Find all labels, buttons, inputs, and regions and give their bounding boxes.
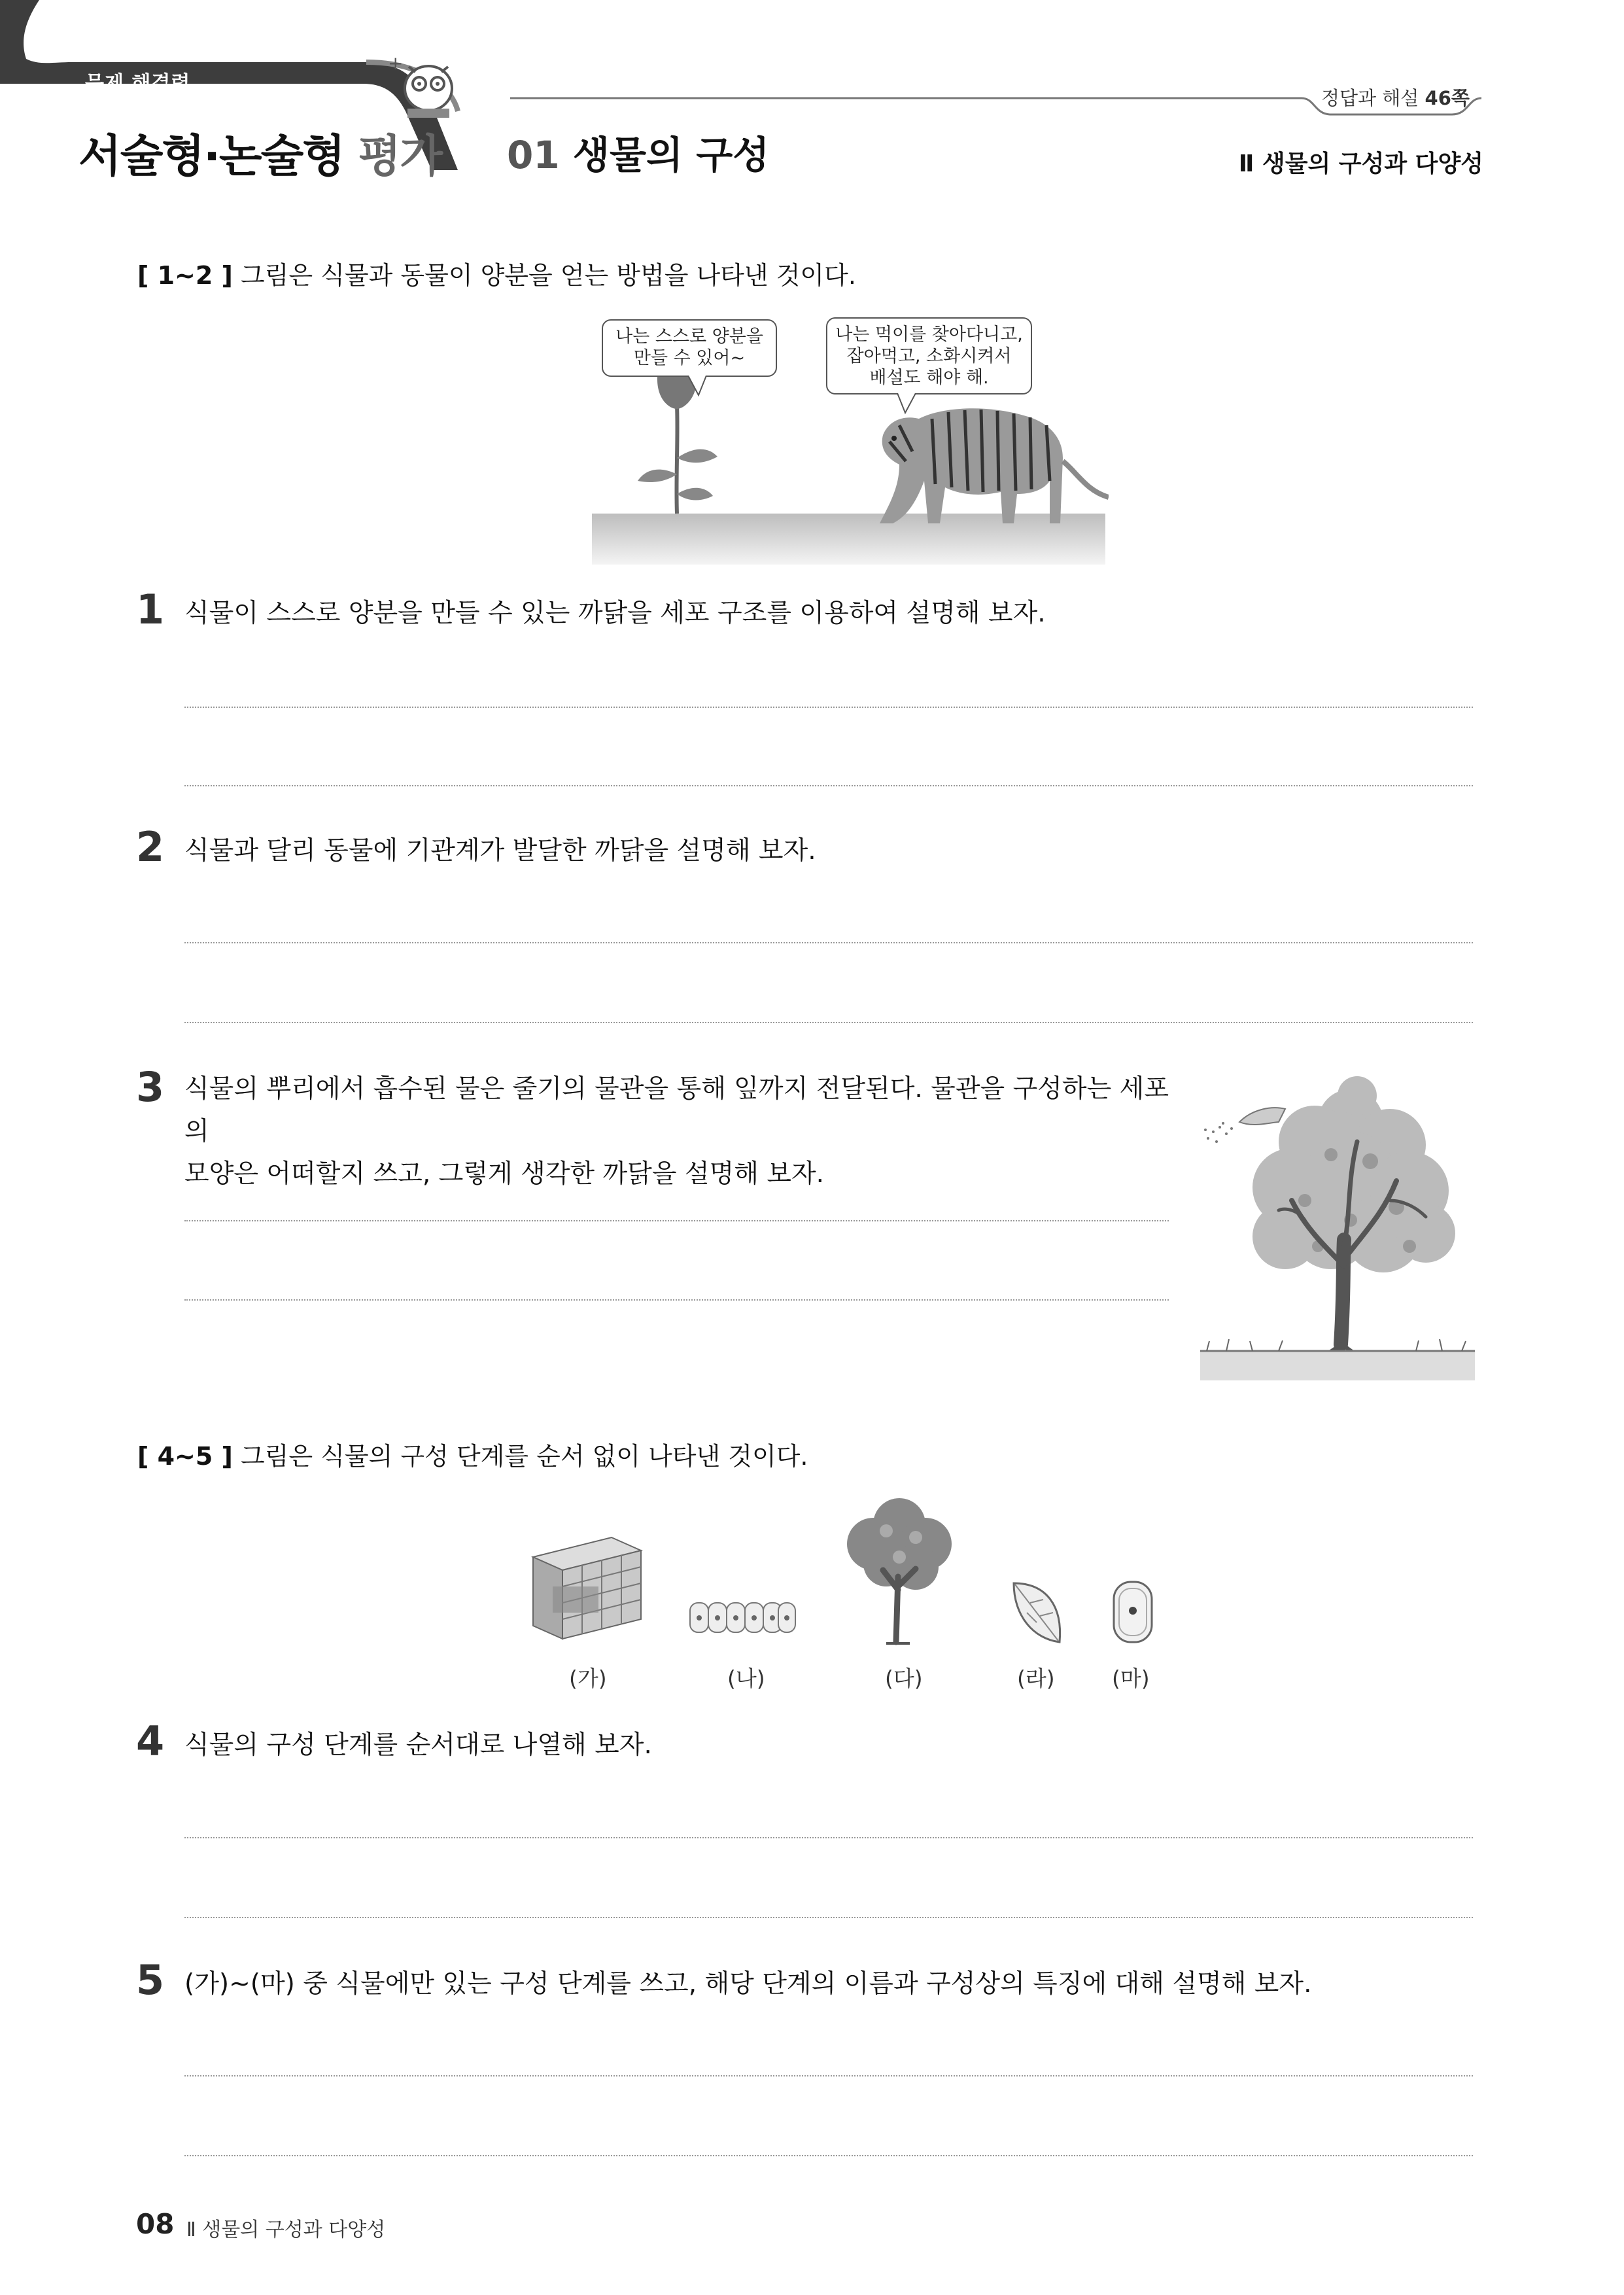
leaf-icon <box>1007 1577 1066 1649</box>
answer-line[interactable] <box>184 1917 1473 1918</box>
unit-title-text: 생물의 구성 <box>559 133 770 177</box>
stage-label: (라) <box>1017 1666 1055 1691</box>
group-intro-1-2 <box>137 255 856 291</box>
tissue-block-icon <box>527 1531 644 1642</box>
answer-line[interactable] <box>184 1837 1473 1838</box>
unit-number: 01 <box>507 133 560 177</box>
cell-group-icon <box>687 1596 798 1642</box>
category-label: 문제 해결력 <box>85 72 191 95</box>
question-number: 1 <box>136 586 165 633</box>
group-range: [ 4~5 ] <box>137 1442 233 1471</box>
answer-line[interactable] <box>184 1220 1169 1221</box>
question-text: 식물이 스스로 양분을 만들 수 있는 까닭을 세포 구조를 이용하여 설명해 보자. <box>184 599 1046 628</box>
footer-chapter: Ⅱ 생물의 구성과 다양성 <box>186 2218 386 2241</box>
stage-label: (마) <box>1112 1666 1150 1691</box>
group-intro-text: 그림은 식물과 동물이 양분을 얻는 방법을 나타낸 것이다. <box>232 261 856 290</box>
question-number: 5 <box>136 1956 165 2004</box>
series-title-main: 서술형·논술형 <box>78 131 358 183</box>
answer-reference <box>1321 84 1470 111</box>
question-text: 식물의 구성 단계를 순서대로 나열해 보자. <box>184 1730 652 1760</box>
answer-ref-page: 46쪽 <box>1425 87 1470 109</box>
stage-label: (나) <box>727 1666 765 1691</box>
answer-line[interactable] <box>184 1299 1169 1301</box>
stage-label: (가) <box>569 1666 607 1691</box>
answer-line[interactable] <box>184 1022 1473 1023</box>
answer-ref-prefix: 정답과 해설 <box>1321 87 1425 109</box>
bubble-tail-plant <box>687 376 713 398</box>
svg-text:+: + <box>388 52 404 74</box>
answer-line[interactable] <box>184 2075 1473 2076</box>
question-number: 3 <box>136 1063 165 1111</box>
answer-line[interactable] <box>184 942 1473 943</box>
plant-cell-icon <box>1109 1577 1158 1649</box>
page-number: 08 <box>136 2208 175 2240</box>
question-text: (가)~(마) 중 식물에만 있는 구성 단계를 쓰고, 해당 단계의 이름과 구성상의 특징에 대해 설명해 보자. <box>184 1969 1312 1999</box>
tree-watering-illustration <box>1200 1070 1475 1384</box>
answer-line[interactable] <box>184 785 1473 786</box>
tiger-icon <box>880 408 1109 523</box>
answer-line[interactable] <box>184 707 1473 708</box>
series-title-accent: 평가 <box>358 131 442 183</box>
unit-title <box>507 124 769 179</box>
question-text: 식물과 달리 동물에 기관계가 발달한 까닭을 설명해 보자. <box>184 836 816 866</box>
stage-label: (다) <box>885 1666 923 1691</box>
answer-line[interactable] <box>184 2155 1473 2156</box>
group-intro-4-5 <box>137 1436 808 1472</box>
chapter-title: Ⅱ 생물의 구성과 다양성 <box>1238 150 1483 177</box>
series-title <box>78 121 441 184</box>
bubble-tail-tiger <box>896 393 922 415</box>
tree-icon <box>840 1492 958 1649</box>
owl-icon <box>383 52 468 124</box>
speech-bubble-plant: 나는 스스로 양분을 만들 수 있어~ <box>602 319 777 377</box>
question-number: 2 <box>136 823 165 871</box>
question-text: 식물의 뿌리에서 흡수된 물은 줄기의 물관을 통해 잎까지 전달된다. 물관을 구성하는 세포의 모양은 어떠할지 쓰고, 그렇게 생각한 까닭을 설명해 보자. <box>184 1074 1169 1189</box>
speech-bubble-tiger: 나는 먹이를 찾아다니고, 잡아먹고, 소화시켜서 배설도 해야 해. <box>826 317 1032 394</box>
group-range: [ 1~2 ] <box>137 261 233 290</box>
group-intro-text: 그림은 식물의 구성 단계를 순서 없이 나타낸 것이다. <box>232 1442 808 1471</box>
question-number: 4 <box>136 1717 165 1765</box>
